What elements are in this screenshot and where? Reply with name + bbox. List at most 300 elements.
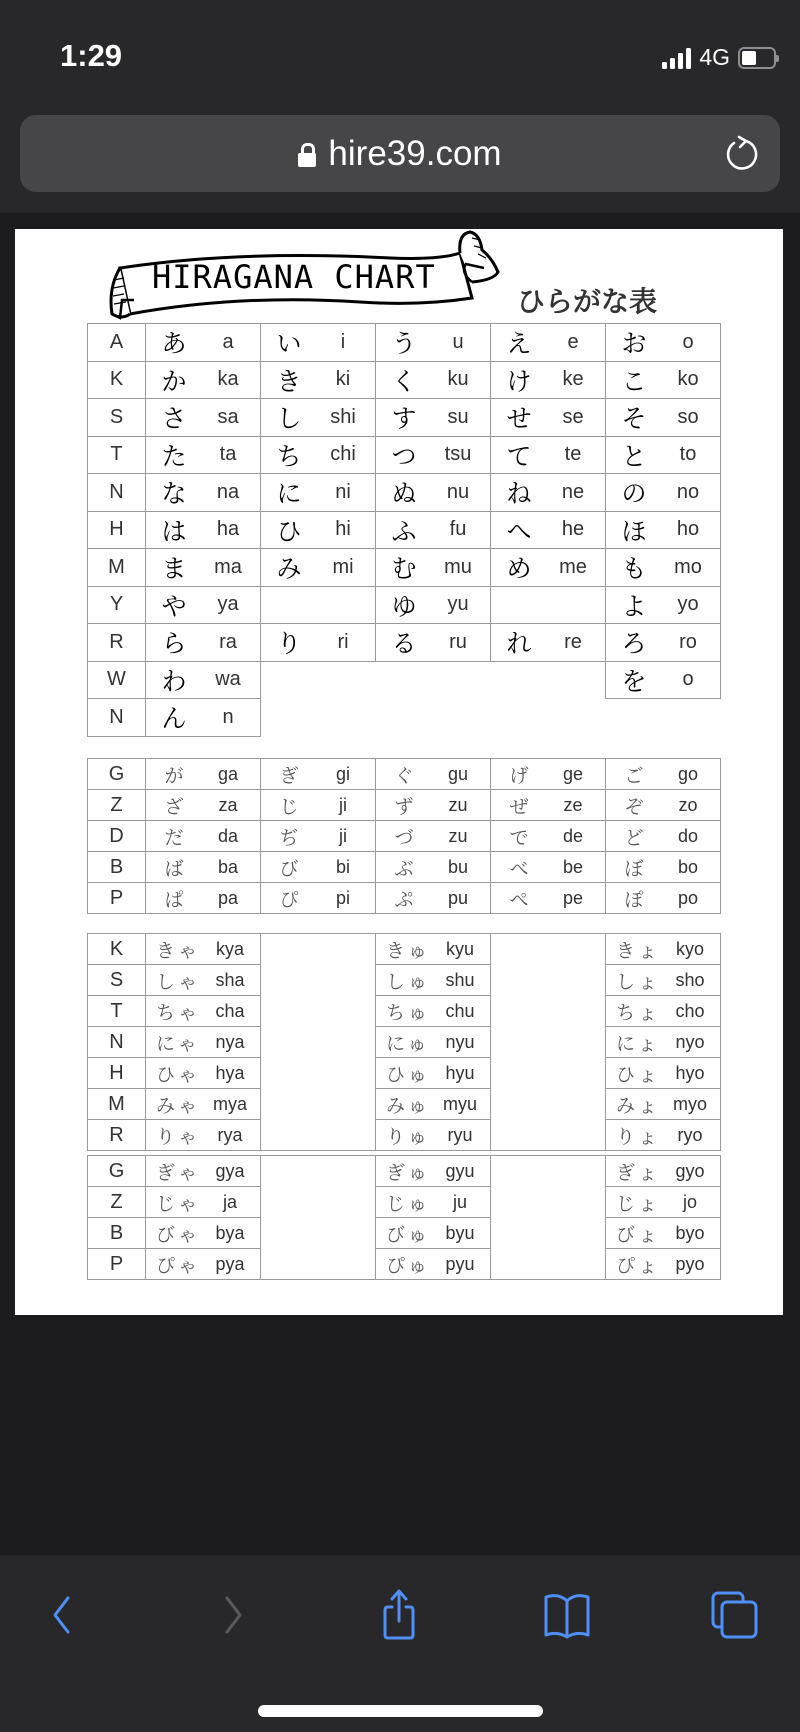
kana-cell (376, 934, 491, 965)
kana-character: こ (621, 366, 647, 396)
kana-character: ね (506, 479, 532, 509)
kana-cell (261, 759, 376, 790)
romaji: shu (445, 969, 475, 990)
romaji: zu (448, 794, 468, 815)
blank-space (491, 699, 606, 737)
kana-character: ほ (621, 516, 647, 546)
kana-cell (261, 474, 376, 512)
romaji: hi (335, 518, 351, 541)
kana-character: ぢ (279, 826, 299, 849)
kana-cell (261, 511, 376, 549)
kana-cell (146, 1089, 261, 1120)
romaji: myo (672, 1093, 707, 1114)
kana-cell (606, 790, 721, 821)
chevron-right-icon (219, 1594, 247, 1636)
row-label: R (88, 1120, 146, 1151)
kana-character: ぽ (624, 888, 644, 911)
romaji: hya (215, 1062, 245, 1083)
kana-character: づ (394, 826, 414, 849)
kana-cell (606, 624, 721, 662)
kana-cell (376, 436, 491, 474)
romaji: mi (332, 555, 354, 578)
kana-cell (376, 821, 491, 852)
kana-cell (376, 852, 491, 883)
blank-space (376, 661, 491, 699)
row-label: G (88, 759, 146, 790)
kana-cell (261, 790, 376, 821)
yoon-table (87, 933, 721, 1151)
row-label: Z (88, 1187, 146, 1218)
romaji: pu (447, 887, 469, 908)
romaji: he (561, 518, 585, 541)
romaji: ru (449, 630, 467, 653)
kana-cell (146, 586, 261, 624)
romaji: myu (442, 1093, 477, 1114)
address-bar[interactable] (20, 115, 780, 192)
kana-character: ひょ (616, 1063, 661, 1086)
romaji: nya (215, 1031, 245, 1052)
kana-cell (606, 399, 721, 437)
kana-cell (146, 1058, 261, 1089)
row-label: R (88, 624, 146, 662)
row-label: K (88, 361, 146, 399)
kana-character: へ (506, 516, 532, 546)
romaji: mu (444, 555, 472, 578)
romaji: pya (215, 1253, 245, 1274)
kana-character: きゃ (156, 939, 201, 962)
kana-character: ぷ (394, 888, 414, 911)
kana-character: き (276, 366, 302, 396)
kana-character: て (506, 441, 532, 471)
row-label: P (88, 1249, 146, 1280)
romaji: ka (217, 368, 239, 391)
kana-character: よ (621, 591, 647, 621)
kana-character: ぜ (509, 795, 529, 818)
romaji: me (559, 555, 587, 578)
kana-cell (491, 821, 606, 852)
table-row (88, 965, 721, 996)
kana-cell (261, 361, 376, 399)
table-row (88, 759, 721, 790)
kana-cell (146, 1120, 261, 1151)
kana-cell (606, 511, 721, 549)
kana-cell (606, 934, 721, 965)
kana-cell (376, 324, 491, 362)
kana-character: ぎょ (616, 1161, 661, 1184)
bookmarks-button[interactable] (537, 1585, 597, 1645)
kana-cell (491, 624, 606, 662)
romaji: n (222, 705, 234, 728)
romaji: ya (217, 593, 239, 616)
chart-title: HIRAGANA CHART (152, 258, 436, 296)
kana-character: ぴゅ (386, 1254, 431, 1277)
kana-cell (261, 883, 376, 914)
home-indicator[interactable] (258, 1705, 543, 1717)
kana-cell (146, 1249, 261, 1280)
kana-character: く (391, 366, 417, 396)
kana-cell (146, 996, 261, 1027)
blank-space (261, 699, 376, 737)
table-row (88, 883, 721, 914)
kana-cell (146, 474, 261, 512)
kana-character: ぴ (279, 888, 299, 911)
romaji: po (677, 887, 699, 908)
kana-cell (261, 821, 376, 852)
kana-character: ば (164, 857, 184, 880)
kana-cell (491, 759, 606, 790)
romaji: te (564, 443, 582, 466)
kana-character: ご (624, 764, 644, 787)
kana-character: ち (276, 441, 302, 471)
romaji: ke (562, 368, 584, 391)
table-row (88, 361, 721, 399)
kana-cell (606, 1156, 721, 1187)
kana-character: も (621, 554, 647, 584)
empty-column (261, 1156, 376, 1280)
kana-character: みゃ (156, 1094, 201, 1117)
kana-character: そ (621, 404, 647, 434)
kana-cell (376, 624, 491, 662)
kana-cell (606, 1187, 721, 1218)
kana-cell (491, 852, 606, 883)
romaji: shi (330, 405, 356, 428)
romaji: byu (445, 1222, 475, 1243)
row-label: N (88, 474, 146, 512)
kana-cell (376, 965, 491, 996)
kana-character: む (391, 554, 417, 584)
romaji: ku (447, 368, 469, 391)
romaji: pe (562, 887, 584, 908)
table-row (88, 1218, 721, 1249)
kana-character: じゃ (156, 1192, 201, 1215)
kana-cell (491, 549, 606, 587)
basic-hiragana-table (87, 323, 721, 737)
kana-character: きゅ (386, 939, 431, 962)
kana-character: い (276, 329, 302, 359)
romaji: zo (678, 794, 698, 815)
romaji: za (218, 794, 238, 815)
kana-cell (491, 883, 606, 914)
kana-character: ん (161, 704, 187, 734)
kana-cell (606, 883, 721, 914)
kana-cell (491, 436, 606, 474)
kana-cell (606, 965, 721, 996)
romaji: sha (215, 969, 245, 990)
kana-character: ぶ (394, 857, 414, 880)
romaji: gyo (675, 1160, 705, 1181)
kana-character: お (621, 329, 647, 359)
romaji: zu (448, 825, 468, 846)
kana-cell (376, 361, 491, 399)
kana-cell (606, 549, 721, 587)
empty-column (491, 934, 606, 1151)
romaji: ra (219, 630, 237, 653)
kana-cell (146, 699, 261, 737)
romaji: sho (675, 969, 705, 990)
kana-character: ゆ (391, 591, 417, 621)
kana-character: きょ (616, 939, 661, 962)
kana-character: る (391, 629, 417, 659)
kana-character: で (509, 826, 529, 849)
romaji: ju (452, 1191, 467, 1212)
yoon-dakuten-table (87, 1155, 721, 1280)
kana-character: べ (509, 857, 529, 880)
kana-character: ぬ (391, 479, 417, 509)
kana-cell (376, 549, 491, 587)
kana-cell (146, 511, 261, 549)
kana-character: ぱ (164, 888, 184, 911)
kana-character: みゅ (386, 1094, 431, 1117)
kana-character: と (621, 441, 647, 471)
kana-cell (146, 361, 261, 399)
kana-cell (606, 324, 721, 362)
romaji: mya (212, 1093, 247, 1114)
battery-icon (738, 47, 776, 69)
romaji: gyu (445, 1160, 475, 1181)
kana-cell (146, 324, 261, 362)
table-row (88, 934, 721, 965)
kana-character: ざ (164, 795, 184, 818)
row-label: Z (88, 790, 146, 821)
forward-button[interactable] (203, 1585, 263, 1645)
empty-column (261, 934, 376, 1151)
kana-cell (491, 586, 606, 624)
romaji: ma (214, 555, 242, 578)
empty-column (491, 1156, 606, 1280)
table-row (88, 474, 721, 512)
table-row (88, 624, 721, 662)
table-row (88, 586, 721, 624)
kana-character: ふ (391, 516, 417, 546)
share-button[interactable] (369, 1585, 429, 1645)
kana-character: ちゃ (156, 1001, 201, 1024)
table-row (88, 324, 721, 362)
kana-cell (261, 399, 376, 437)
table-row (88, 1089, 721, 1120)
romaji: e (567, 330, 579, 353)
kana-cell (146, 1156, 261, 1187)
kana-character: にゅ (386, 1032, 430, 1055)
kana-character: さ (161, 404, 187, 434)
romaji: kyo (675, 938, 704, 959)
kana-character: りょ (616, 1125, 661, 1148)
clock: 1:29 (60, 38, 123, 73)
romaji: ze (563, 794, 583, 815)
kana-character: じょ (616, 1192, 661, 1215)
row-label: A (88, 324, 146, 362)
romaji: ha (216, 518, 240, 541)
kana-character: ぺ (509, 888, 529, 911)
table-row (88, 511, 721, 549)
kana-cell (376, 1058, 491, 1089)
kana-character: ぞ (624, 795, 644, 818)
tabs-button[interactable] (705, 1585, 765, 1645)
kana-character: しゃ (156, 970, 201, 993)
kana-cell (491, 511, 606, 549)
romaji: nyu (445, 1031, 475, 1052)
kana-character: ぴょ (616, 1254, 661, 1277)
romaji: nu (446, 480, 470, 503)
kana-character: つ (391, 441, 417, 471)
kana-cell (376, 1156, 491, 1187)
row-label: T (88, 996, 146, 1027)
table-row (88, 549, 721, 587)
kana-character: た (161, 441, 187, 471)
kana-character: にょ (616, 1032, 660, 1055)
kana-cell (146, 759, 261, 790)
romaji: gi (335, 763, 350, 784)
kana-character: あ (161, 329, 187, 359)
romaji: pyo (675, 1253, 705, 1274)
kana-character: ひゃ (156, 1063, 201, 1086)
table-row (88, 1058, 721, 1089)
row-label: H (88, 1058, 146, 1089)
romaji: i (340, 330, 346, 353)
romaji: ni (335, 480, 351, 503)
romaji: pa (217, 887, 239, 908)
kana-cell (376, 790, 491, 821)
romaji: chu (445, 1000, 475, 1021)
romaji: hyu (445, 1062, 475, 1083)
romaji: chi (330, 443, 356, 466)
kana-cell (376, 474, 491, 512)
table-row (88, 821, 721, 852)
chart-subtitle-japanese: ひらがな表 (517, 286, 658, 317)
row-label: T (88, 436, 146, 474)
row-label: N (88, 699, 146, 737)
cellular-signal-icon (662, 47, 691, 69)
kana-character: す (391, 404, 417, 434)
row-label: N (88, 1027, 146, 1058)
romaji: ko (677, 368, 699, 391)
reload-icon[interactable] (724, 135, 760, 173)
kana-cell (606, 1120, 721, 1151)
kana-character: う (391, 329, 417, 359)
kana-character: ちょ (616, 1001, 661, 1024)
kana-character: だ (164, 826, 184, 849)
romaji: nyo (675, 1031, 705, 1052)
romaji: a (222, 330, 234, 353)
kana-cell (491, 790, 606, 821)
kana-character: を (621, 666, 647, 696)
row-label: P (88, 883, 146, 914)
kana-cell (261, 624, 376, 662)
romaji: jo (682, 1191, 697, 1212)
romaji: ji (339, 825, 347, 846)
kana-cell (146, 436, 261, 474)
blank-space (491, 661, 606, 699)
romaji: be (562, 856, 584, 877)
kana-character: じ (279, 795, 299, 818)
kana-cell (261, 324, 376, 362)
back-button[interactable] (32, 1585, 92, 1645)
romaji: ba (217, 856, 239, 877)
romaji: yu (447, 593, 469, 616)
romaji: mo (674, 555, 702, 578)
blank-space (376, 699, 491, 737)
romaji: gu (447, 763, 469, 784)
romaji: no (676, 480, 700, 503)
kana-character: しゅ (386, 970, 431, 993)
kana-character: びょ (616, 1223, 661, 1246)
romaji: ga (217, 763, 239, 784)
romaji: ro (679, 630, 697, 653)
kana-character: ろ (621, 629, 647, 659)
romaji: ja (222, 1191, 237, 1212)
kana-character: びゃ (156, 1223, 201, 1246)
row-label: B (88, 1218, 146, 1249)
url-text[interactable]: hire39.com (328, 133, 502, 173)
kana-cell (146, 399, 261, 437)
romaji: ge (562, 763, 584, 784)
romaji: bo (677, 856, 699, 877)
kana-character: か (161, 366, 187, 396)
row-label: D (88, 821, 146, 852)
romaji: gya (215, 1160, 245, 1181)
kana-character: ら (161, 629, 187, 659)
kana-cell (376, 759, 491, 790)
kana-cell (146, 661, 261, 699)
romaji: ta (219, 443, 237, 466)
kana-cell (146, 549, 261, 587)
kana-character: し (276, 404, 302, 434)
kana-cell (146, 965, 261, 996)
romaji: ryu (447, 1124, 473, 1145)
kana-cell (261, 852, 376, 883)
browser-chrome (0, 100, 800, 213)
kana-character: が (164, 764, 184, 787)
kana-cell (491, 474, 606, 512)
kana-cell (606, 436, 721, 474)
row-label: S (88, 965, 146, 996)
kana-cell (376, 1027, 491, 1058)
romaji: ki (335, 368, 351, 391)
kana-character: は (161, 516, 187, 546)
kana-cell (606, 1218, 721, 1249)
kana-cell (146, 821, 261, 852)
romaji: cha (215, 1000, 245, 1021)
romaji: ri (337, 630, 349, 653)
romaji: ne (561, 480, 585, 503)
kana-cell (606, 1089, 721, 1120)
romaji: kya (215, 938, 244, 959)
dakuten-table (87, 758, 721, 914)
row-label: W (88, 661, 146, 699)
kana-cell (261, 436, 376, 474)
kana-character: け (506, 366, 532, 396)
kana-cell (261, 549, 376, 587)
romaji: to (679, 443, 697, 466)
romaji: bya (215, 1222, 245, 1243)
romaji: su (447, 405, 469, 428)
kana-character: び (279, 857, 299, 880)
table-row (88, 1187, 721, 1218)
kana-cell (376, 1218, 491, 1249)
romaji: kyu (445, 938, 474, 959)
kana-cell (376, 883, 491, 914)
romaji: o (682, 668, 694, 691)
kana-cell (606, 996, 721, 1027)
kana-character: ぼ (624, 857, 644, 880)
kana-character: に (276, 479, 302, 509)
romaji: cho (675, 1000, 705, 1021)
table-row (88, 661, 721, 699)
kana-character: ひ (276, 516, 302, 546)
kana-character: りゃ (156, 1125, 201, 1148)
kana-cell (606, 361, 721, 399)
row-label: G (88, 1156, 146, 1187)
kana-character: み (276, 554, 302, 584)
